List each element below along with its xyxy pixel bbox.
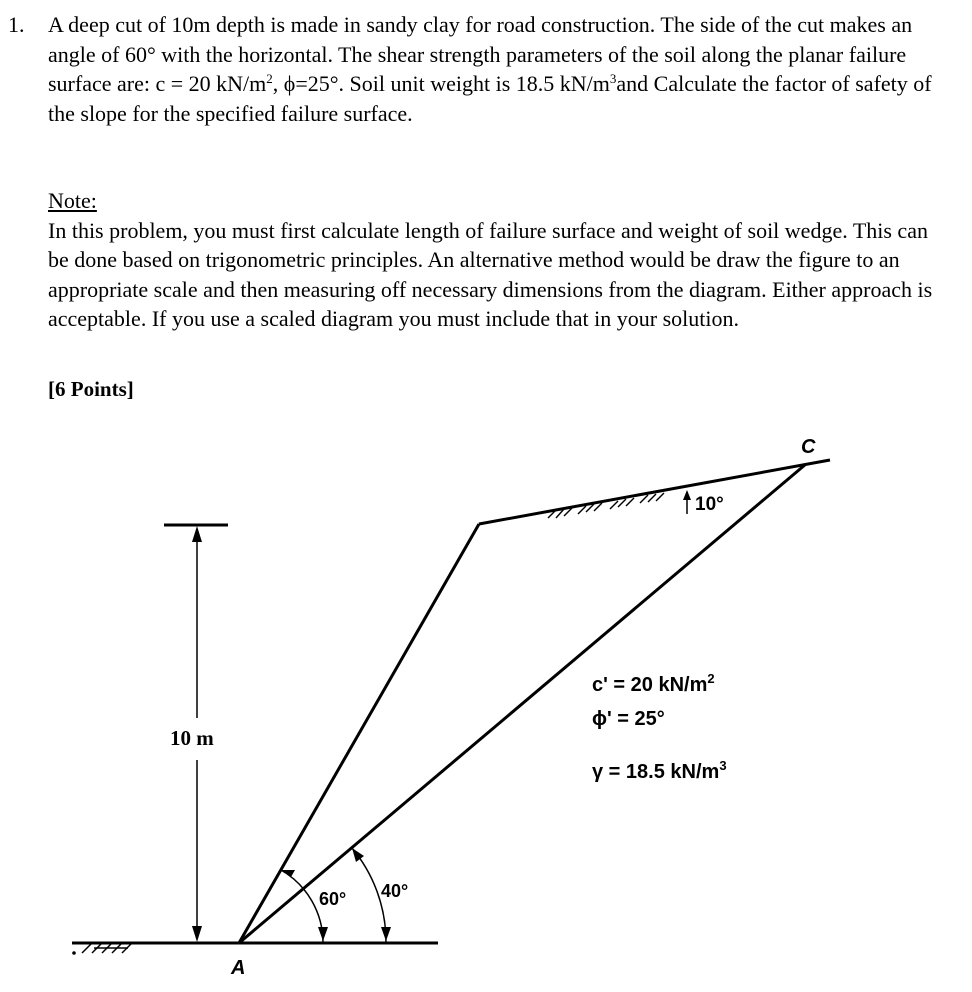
failure-plane (239, 464, 806, 943)
angle-10-label: 10° (695, 494, 724, 515)
angle-40-arrow-top (352, 848, 364, 862)
height-label: 10 m (170, 726, 214, 750)
point-a-label: A (231, 957, 246, 979)
angle-60-arc (281, 870, 323, 943)
height-arrow-up (192, 526, 202, 542)
angle-60-arrow-bottom (318, 927, 328, 941)
problem-text-part1: A deep cut of 10m depth is made in sandy clay for road construction. The side of the cut makes an angle of 60° with the horizontal. The shear strength parameters of the soil along the planar failure surface are: c = 20 kN/m (48, 12, 913, 96)
point-c-label: C (801, 436, 816, 458)
angle-60-arrow-top (281, 870, 295, 877)
angle-40-arrow-bottom (381, 927, 391, 941)
problem-text-part2: , ϕ=25°. Soil unit weight is 18.5 kN/m (272, 71, 610, 96)
unit-superscript-3: 3 (609, 71, 617, 86)
angle-40-label: 40° (381, 881, 409, 901)
ground-dot (72, 951, 76, 955)
param-cohesion: c' = 20 $kN/m^2$ (592, 671, 715, 696)
param-friction-angle: ϕ' = 25° (592, 708, 665, 730)
crest-hatching (548, 493, 664, 518)
angle-60-label: 60° (319, 889, 347, 909)
note-body: In this problem, you must first calculate length of failure surface and weight of soil wedge. This can be done based on trigonometric principles. An alternative method would be draw the figure to an appropriate scale and then measuring off necessary dimensions from the diagram. Either approach is acceptable. If you use a scaled diagram you must include that in your solution. (48, 217, 933, 331)
problem-number: 1. (8, 12, 25, 37)
angle-10-arrow (683, 490, 691, 500)
note-heading: Note: (48, 188, 97, 213)
points-label: [6 Points] (48, 377, 134, 401)
crest-surface (479, 460, 830, 524)
height-arrow-down (192, 926, 202, 942)
param-unit-weight: γ = 18.5 $kN/m^3$ (592, 758, 727, 783)
problem-text-part3: and Calculate the factor of safety of the slope for the specified failure surface. (48, 71, 932, 126)
unit-superscript-2: 2 (266, 71, 273, 86)
slope-face (239, 524, 479, 943)
